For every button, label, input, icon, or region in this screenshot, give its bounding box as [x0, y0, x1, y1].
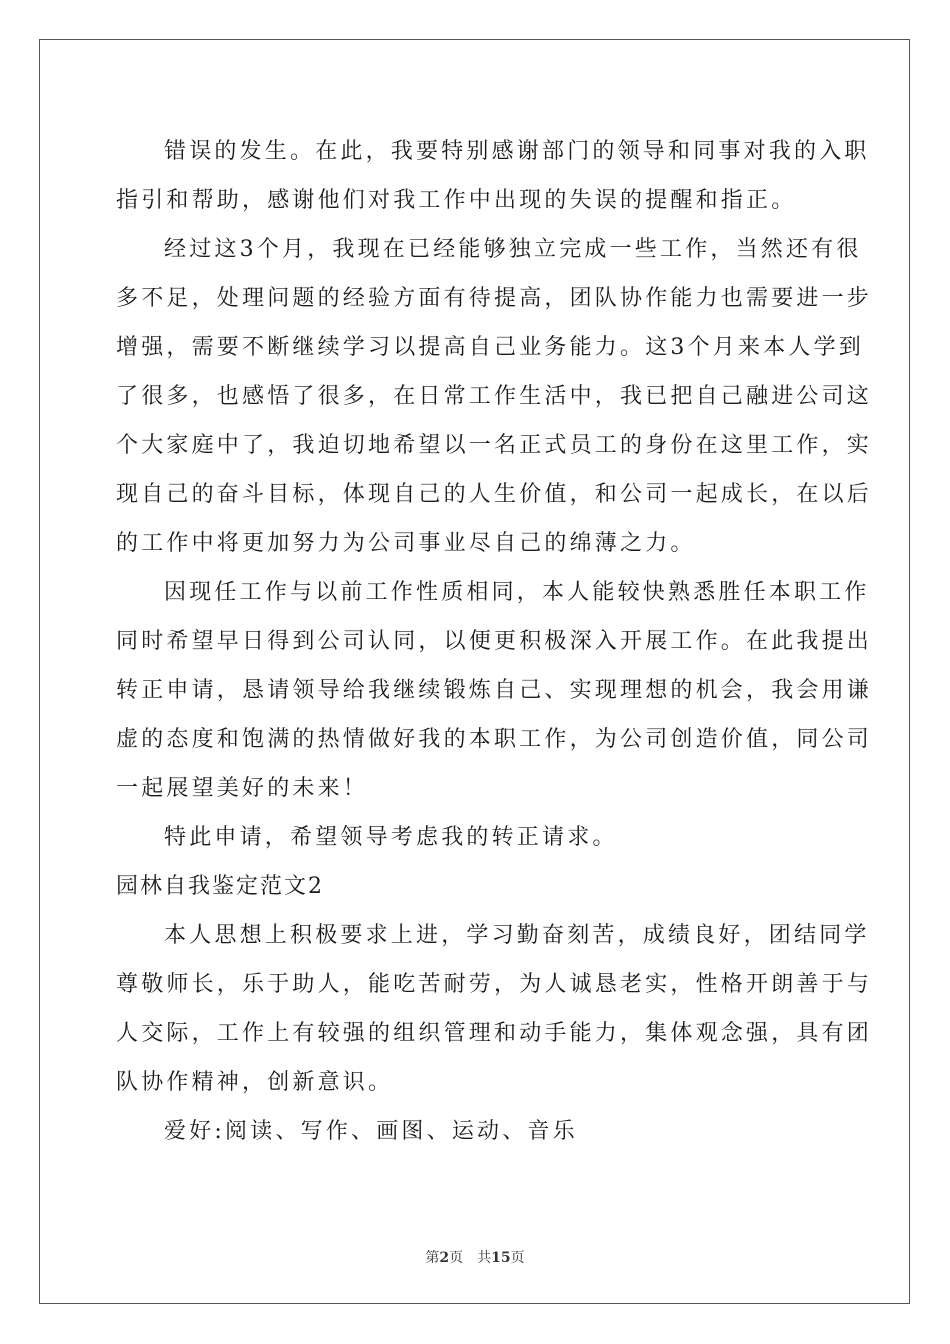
paragraph-line: 人交际，工作上有较强的组织管理和动手能力，集体观念强，具有团: [116, 1021, 873, 1046]
page-prefix: 第: [425, 1250, 440, 1266]
paragraph-line: 经过这3个月，我现在已经能够独立完成一些工作，当然还有很: [164, 237, 862, 262]
paragraph-line: 的工作中将更加努力为公司事业尽自己的绵薄之力。: [116, 531, 696, 556]
paragraph-line: 队协作精神，创新意识。: [116, 1070, 394, 1095]
paragraph-line: 虚的态度和饱满的热情做好我的本职工作，为公司创造价值，同公司: [116, 727, 873, 752]
paragraph-line: 转正申请，恳请领导给我继续锻炼自己、实现理想的机会，我会用谦: [116, 678, 873, 703]
page-suffix: 页: [449, 1250, 464, 1266]
page-footer: [0, 1248, 950, 1268]
paragraph-line: 增强，需要不断继续学习以提高自己业务能力。这3个月来本人学到: [116, 335, 864, 360]
paragraph-line: 多不足，处理问题的经验方面有待提高，团队协作能力也需要进一步: [116, 286, 873, 311]
paragraph-line: 指引和帮助，感谢他们对我工作中出现的失误的提醒和指正。: [116, 188, 797, 213]
section-heading: 园林自我鉴定范文2: [116, 874, 324, 899]
paragraph-line: 错误的发生。在此，我要特别感谢部门的领导和同事对我的入职: [164, 139, 870, 164]
paragraph-line: 因现任工作与以前工作性质相同，本人能较快熟悉胜任本职工作: [164, 580, 870, 605]
page-number: 2: [439, 1250, 450, 1266]
paragraph-line: 现自己的奋斗目标，体现自己的人生价值，和公司一起成长，在以后: [116, 482, 873, 507]
paragraph-line: 一起展望美好的未来！: [116, 776, 369, 801]
paragraph-line: 了很多，也感悟了很多，在日常工作生活中，我已把自己融进公司这: [116, 384, 873, 409]
paragraph-line: 特此申请，希望领导考虑我的转正请求。: [164, 825, 618, 850]
document-body: [116, 127, 873, 1156]
total-suffix: 页: [510, 1250, 525, 1266]
paragraph-line: 爱好:阅读、写作、画图、运动、音乐: [164, 1119, 578, 1144]
paragraph-line: 同时希望早日得到公司认同，以便更积极深入开展工作。在此我提出: [116, 629, 873, 654]
total-prefix: 共: [477, 1250, 492, 1266]
total-pages: 15: [491, 1250, 511, 1266]
paragraph-line: 个大家庭中了，我迫切地希望以一名正式员工的身份在这里工作，实: [116, 433, 873, 458]
paragraph-line: 本人思想上积极要求上进，学习勤奋刻苦，成绩良好，团结同学: [164, 923, 870, 948]
paragraph-line: 尊敬师长，乐于助人，能吃苦耐劳，为人诚恳老实，性格开朗善于与: [116, 972, 873, 997]
